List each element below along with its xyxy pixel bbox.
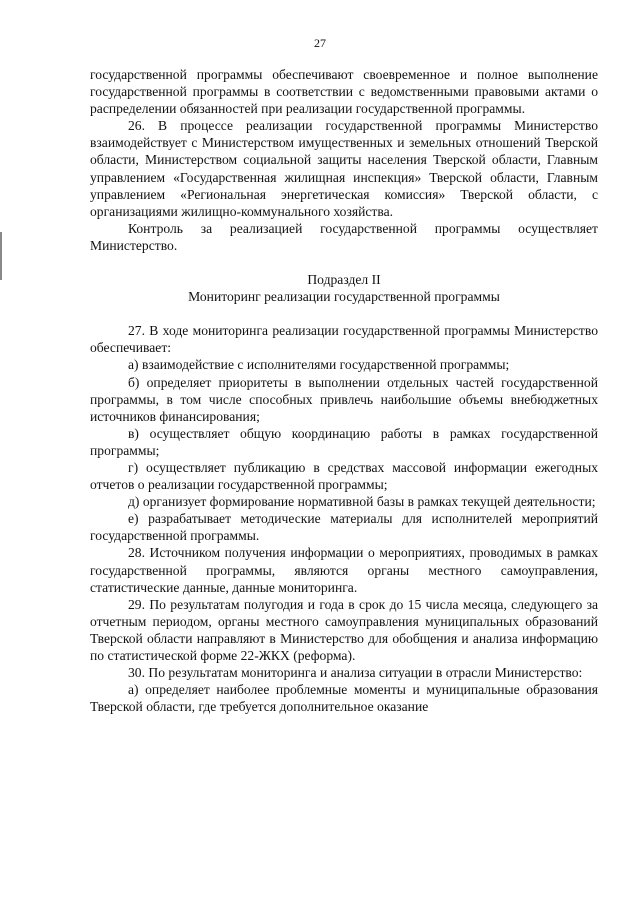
document-body xyxy=(90,66,598,715)
page-edge-mark xyxy=(0,232,2,280)
list-item-g: г) осуществляет публикацию в средствах массовой информации ежегодных отчетов о реализации государственной программы; xyxy=(90,459,598,493)
list-item-a: а) взаимодействие с исполнителями государственной программы; xyxy=(128,357,510,373)
paragraph-control: Контроль за реализацией государственной программы осуществляет Министерство. xyxy=(90,220,598,253)
list-item-v: в) осуществляет общую координацию работы в рамках государственной программы; xyxy=(90,425,598,458)
paragraph-27: 27. В ходе мониторинга реализации государственной программы Министерство обеспечивает: xyxy=(90,323,598,356)
paragraph-26: 26. В процессе реализации государственной программы Министерство взаимодействует с Министерством имущественных и земельных отношений Тверской области, Министерством социальной защиты населения Тверской области, Главным управлением «Государственная жилищная инспекция» Тверской области, Главным управлением «Региональная энергетическая комиссия» Тверской области, с организациями жилищно-коммунального хозяйства. xyxy=(90,118,598,219)
subsection-heading: Подраздел II xyxy=(307,272,381,288)
paragraph-30: 30. По результатам мониторинга и анализа ситуации в отрасли Министерство: xyxy=(128,665,583,681)
subsection-title: Мониторинг реализации государственной программы xyxy=(188,289,500,305)
page-number: 27 xyxy=(314,36,326,50)
paragraph-28: 28. Источником получения информации о мероприятиях, проводимых в рамках государственной программы, являются органы местного самоуправления, статистические данные, данные мониторинга. xyxy=(90,545,598,595)
list-item-b: б) определяет приоритеты в выполнении отдельных частей государственной программы, в том числе способных привлечь наибольшие объемы внебюджетных источников финансирования; xyxy=(90,374,598,424)
paragraph-continuation: государственной программы обеспечивают своевременное и полное выполнение государственной программы в соответствии с ведомственными правовыми актами о распределении обязанностей при реализации государственной программы. xyxy=(90,67,598,117)
list-item-e: е) разрабатывает методические материалы для исполнителей мероприятий государственной программы. xyxy=(90,511,598,544)
paragraph-29: 29. По результатам полугодия и года в срок до 15 числа месяца, следующего за отчетным периодом, органы местного самоуправления муниципальных образований Тверской области направляют в Министерство для обобщения и анализа информацию по статистической форме 22-ЖКХ (реформа). xyxy=(90,596,598,663)
list-item-d: д) организует формирование нормативной базы в рамках текущей деятельности; xyxy=(128,494,596,510)
list-item-30a: а) определяет наиболее проблемные моменты и муниципальные образования Тверской области, где требуется дополнительное оказание xyxy=(90,682,598,715)
